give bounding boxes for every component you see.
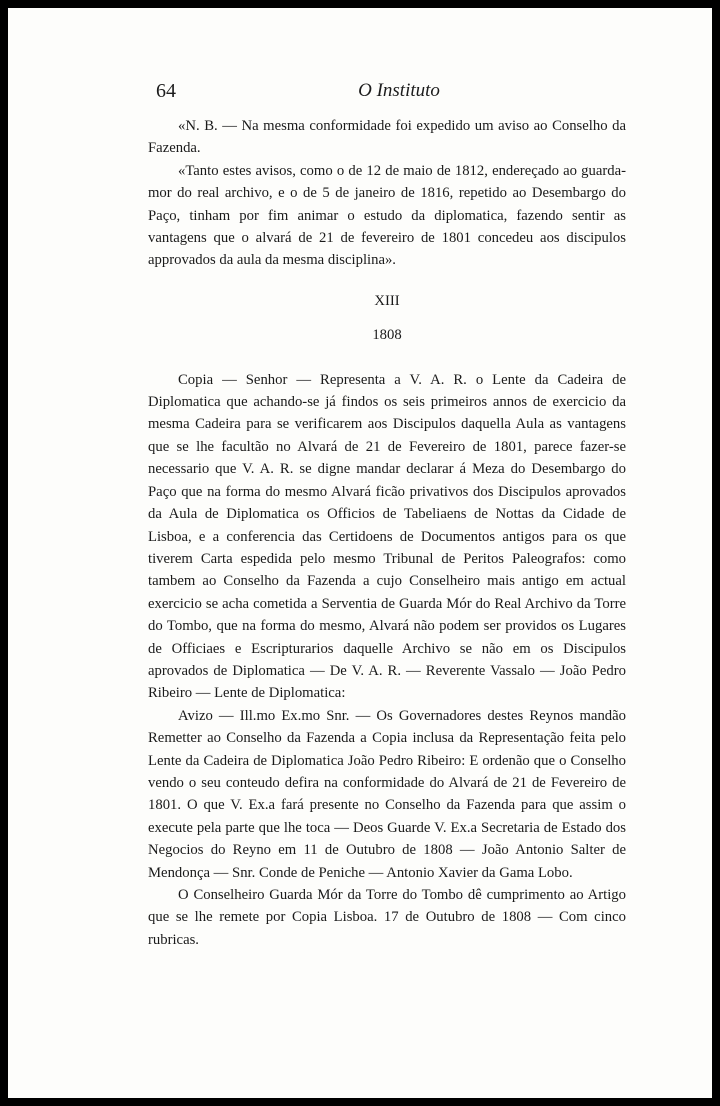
page-header bbox=[156, 80, 642, 110]
copy-paragraph: Copia — Senhor — Representa a V. A. R. o Lente da Cadeira de Diplomatica que achando-se já findos os seis primeiros annos de exercicio da mesma Cadeira para se verificarem aos Discipulos daquella Aula as vantagens que se lhe facultão no Alvará de 21 de Fevereiro de 1801, parece fazer-se necessario que V. A. R. se digne mandar declarar á Meza do Desembargo do Paço que na forma do mesmo Alvará ficão privativos dos Discipulos aprovados da Aula de Diplomatica os Officios de Tabeliaens de Nottas da Cidade de Lisboa, e a conferencia das Certidoens de Documentos antigos para os que tiverem Carta espedida pelo mesmo Tribunal de Peritos Paleografos: como tambem ao Conselho da Fazenda a cujo Conselheiro mais antigo em actual exercicio se acha cometida a Serventia de Guarda Mór do Real Archivo da Torre do Tombo, que na forma do mesmo, Alvará não podem ser providos os Lugares de Officiaes e Escripturarios daquelle Archivo se não em os Discipulos aprovados de Diplomatica — De V. A. R. — Reverente Vassalo — João Pedro Ribeiro — Lente de Diplomatica: bbox=[148, 371, 626, 702]
note-paragraph: «N. B. — Na mesma conformidade foi expedido um aviso ao Conselho da Fazenda. bbox=[148, 118, 626, 157]
quote-paragraph: «Tanto estes avisos, como o de 12 de maio de 1812, endereçado ao guarda-mor do real archivo, e o de 5 de janeiro de 1816, repetido ao Desembargo do Paço, tinham por fim animar o estudo da diplomatica, fazendo sentir as vantagens que o alvará de 21 de fevereiro de 1801 concedeu aos discipulos approvados da aula da mesma disciplina». bbox=[148, 162, 626, 269]
order-paragraph: O Conselheiro Guarda Mór da Torre do Tombo dê cumprimento ao Artigo que se lhe remete por Copia Lisboa. 17 de Outubro de 1808 — Com cinco rubricas. bbox=[148, 887, 626, 948]
running-title: O Instituto bbox=[358, 80, 440, 101]
page-number: 64 bbox=[156, 80, 176, 102]
section-number: XIII bbox=[374, 292, 400, 309]
notice-paragraph: Avizo — Ill.mo Ex.mo Snr. — Os Governadores destes Reynos mandão Remetter ao Conselho da Fazenda a Copia inclusa da Representação feita pelo Lente da Cadeira de Diplomatica João Pedro Ribeiro: E ordenão que o Conselho vendo o seu conteudo defira na conformidade do Alvará de 21 de Fevereiro de 1801. O que V. Ex.a fará presente no Conselho da Fazenda para que assim o execute pela parte que lhe toca — Deos Guarde V. Ex.a Secretaria de Estado dos Negocios do Reyno em 11 de Outubro de 1808 — João Antonio Salter de Mendonça — Snr. Conde de Peniche — Antonio Xavier da Gama Lobo. bbox=[148, 707, 626, 881]
section-year: 1808 bbox=[372, 327, 402, 344]
body-text bbox=[148, 115, 626, 951]
